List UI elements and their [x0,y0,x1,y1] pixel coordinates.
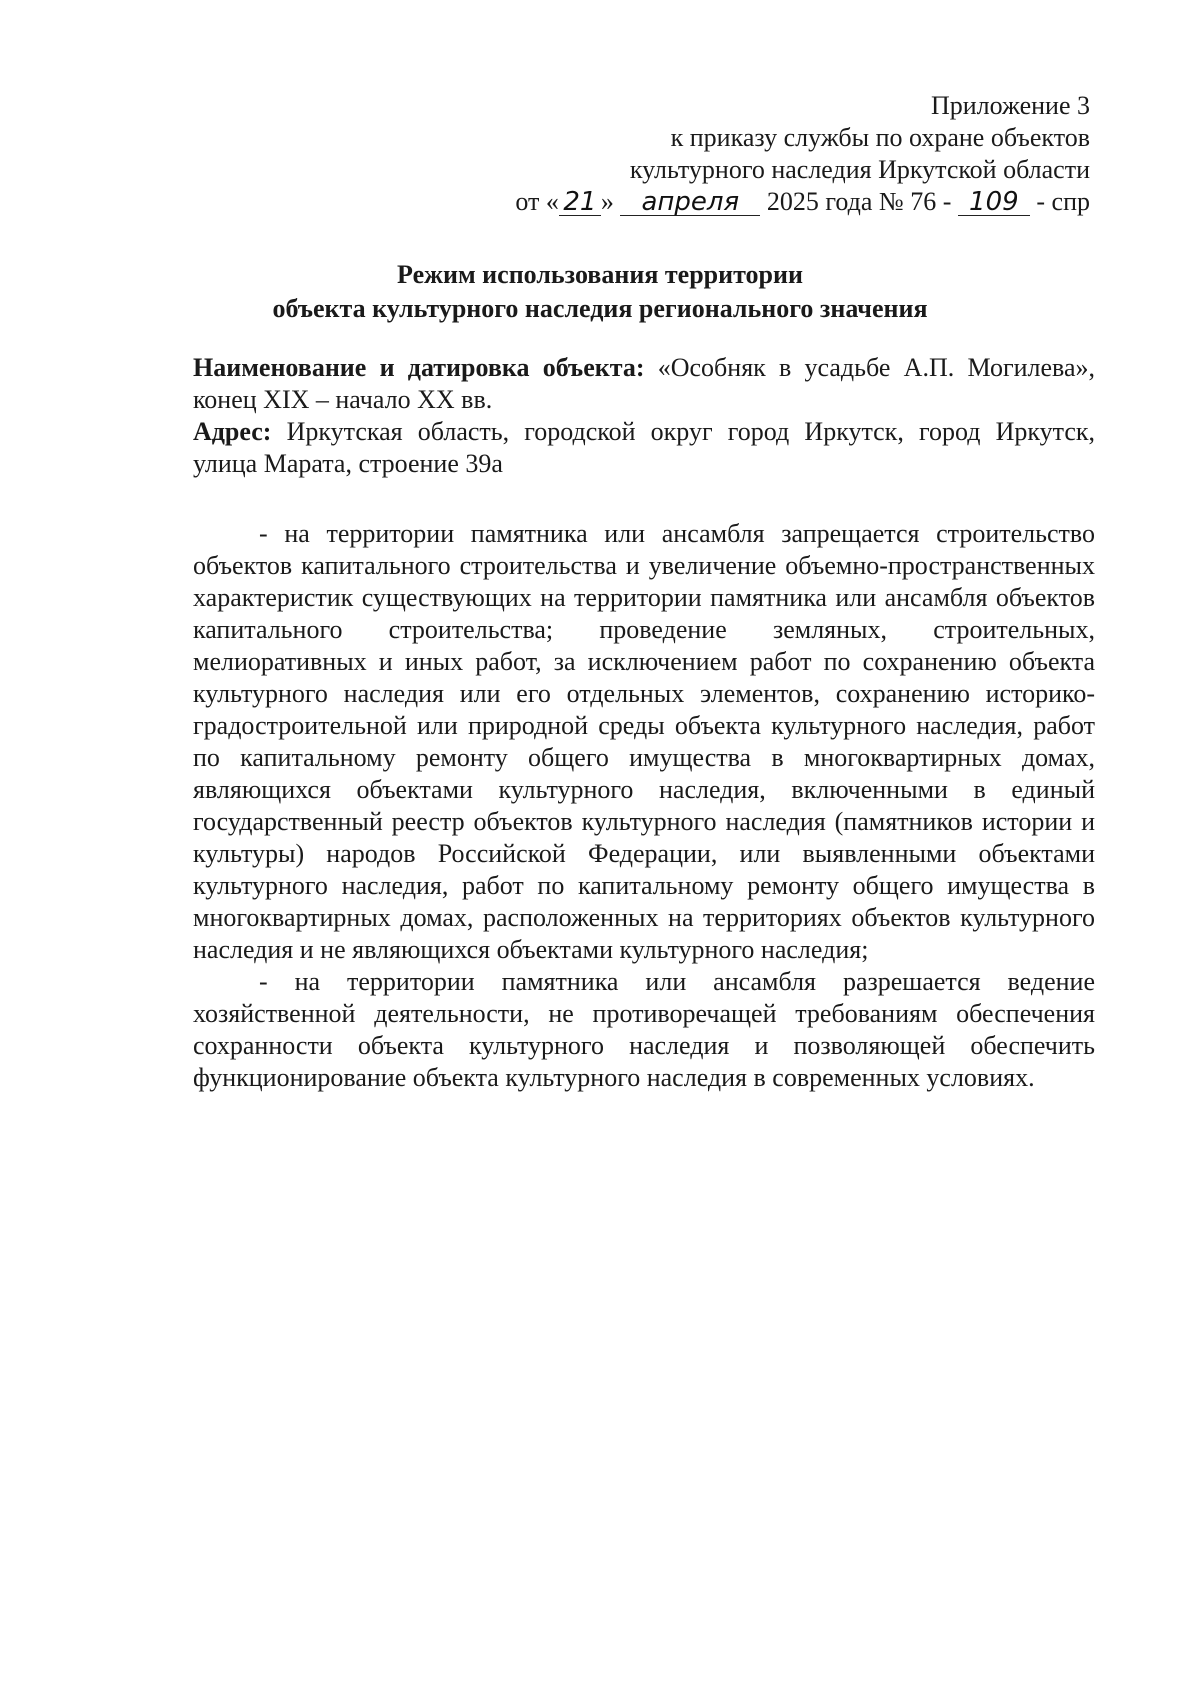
appendix-date-line [390,186,1090,218]
rule-prohibition: - на территории памятника или ансамбля запрещается строительство объектов капитального строительства и увеличение объемно-пространственных характеристик существующих на территории памятника или ансамбля объектов капитального строительства; проведение земляных, строительных, мелиоративных и иных работ, за исключением работ по сохранению объекта культурного наследия или его отдельных элементов, сохранению историко-градостроительной или природной среды объекта культурного наследия, работ по капитальному ремонту общего имущества в многоквартирных домах, являющихся объектами культурного наследия, включенными в единый государственный реестр объектов культурного наследия (памятников истории и культуры) народов Российской Федерации, или выявленными объектами культурного наследия, работ по капитальному ремонту общего имущества в многоквартирных домах, расположенных на территориях объектов культурного наследия и не являющихся объектами культурного наследия; [193,519,1095,964]
object-address-value: Иркутская область, городской округ город Иркутск, город Иркутск, улица Марата, строение 39а [193,417,1096,478]
object-name-paragraph [193,352,1095,416]
appendix-number: Приложение 3 [930,91,1090,120]
handwritten-order-number: 109 [958,189,1030,216]
date-prefix: от « [515,187,559,216]
date-close: » [600,187,614,216]
rule-permission: - на территории памятника или ансамбля разрешается ведение хозяйственной деятельности, не противоречащей требованиям обеспечения сохранности объекта культурного наследия и позволяющей обеспечить функционирование объекта культурного наследия в современных условиях. [193,967,1095,1092]
object-name-value: «Особняк в усадьбе А.П. Могилева», конец XIX – начало XX вв. [193,353,1096,414]
title-line-1: Режим использования территории [397,260,803,289]
object-info [193,352,1095,480]
appendix-order-ref: к приказу службы по охране объектов [670,123,1090,152]
order-suffix: - спр [1036,187,1090,216]
appendix-header [390,90,1090,218]
object-address-paragraph [193,416,1095,480]
document-title [0,258,1200,326]
handwritten-day: 21 [559,189,601,216]
handwritten-month: апреля [620,189,760,216]
date-year-text: 2025 года № 76 - [766,187,952,216]
appendix-authority: культурного наследия Иркутской области [629,155,1090,184]
object-address-label: Адрес: [193,417,272,446]
object-name-label: Наименование и датировка объекта: [193,353,645,382]
title-line-2: объекта культурного наследия регионального значения [272,294,928,323]
usage-rules [193,518,1095,1094]
